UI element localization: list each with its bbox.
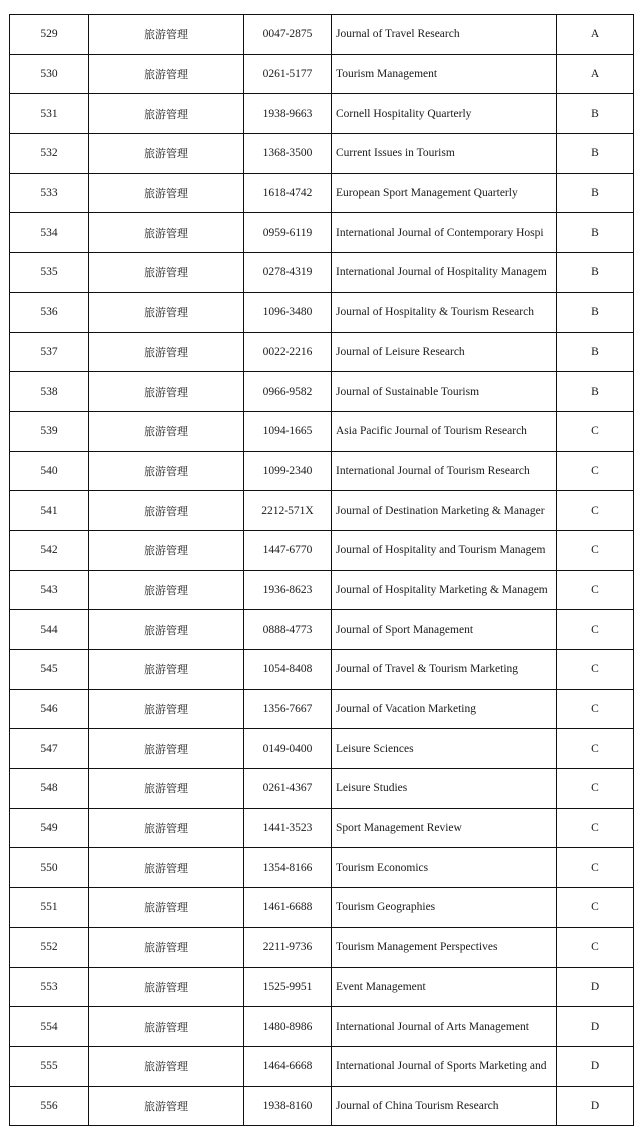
table-row <box>10 1086 634 1126</box>
table-row <box>10 134 634 174</box>
category-cell: 旅游管理 <box>89 610 244 650</box>
grade-cell: B <box>557 292 634 332</box>
category-cell: 旅游管理 <box>89 729 244 769</box>
row-number: 532 <box>10 134 89 174</box>
issn-cell: 0888-4773 <box>244 610 332 650</box>
issn-cell: 0959-6119 <box>244 213 332 253</box>
issn-cell: 1464-6668 <box>244 1046 332 1086</box>
row-number: 553 <box>10 967 89 1007</box>
issn-cell: 1099-2340 <box>244 451 332 491</box>
journal-title-cell: Tourism Geographies <box>332 888 557 928</box>
issn-cell: 1094-1665 <box>244 411 332 451</box>
journal-title-cell: International Journal of Tourism Research <box>332 451 557 491</box>
row-number: 535 <box>10 253 89 293</box>
category-cell: 旅游管理 <box>89 530 244 570</box>
table-row <box>10 1007 634 1047</box>
issn-cell: 0047-2875 <box>244 15 332 55</box>
table-row <box>10 332 634 372</box>
grade-cell: A <box>557 15 634 55</box>
journal-title-cell: Journal of Travel & Tourism Marketing <box>332 650 557 690</box>
category-cell: 旅游管理 <box>89 134 244 174</box>
category-cell: 旅游管理 <box>89 769 244 809</box>
issn-cell: 1938-9663 <box>244 94 332 134</box>
row-number: 542 <box>10 530 89 570</box>
row-number: 534 <box>10 213 89 253</box>
issn-cell: 1461-6688 <box>244 888 332 928</box>
row-number: 555 <box>10 1046 89 1086</box>
journal-title-cell: Journal of China Tourism Research <box>332 1086 557 1126</box>
issn-cell: 1618-4742 <box>244 173 332 213</box>
row-number: 552 <box>10 927 89 967</box>
journal-title-cell: Journal of Travel Research <box>332 15 557 55</box>
category-cell: 旅游管理 <box>89 1007 244 1047</box>
row-number: 541 <box>10 491 89 531</box>
grade-cell: A <box>557 54 634 94</box>
grade-cell: C <box>557 769 634 809</box>
issn-cell: 0966-9582 <box>244 372 332 412</box>
grade-cell: C <box>557 650 634 690</box>
journal-title-cell: Tourism Management Perspectives <box>332 927 557 967</box>
grade-cell: B <box>557 213 634 253</box>
table-row <box>10 689 634 729</box>
row-number: 538 <box>10 372 89 412</box>
row-number: 547 <box>10 729 89 769</box>
table-body <box>10 15 634 1126</box>
journal-title-cell: International Journal of Contemporary Hospi <box>332 213 557 253</box>
issn-cell: 1356-7667 <box>244 689 332 729</box>
table-row <box>10 848 634 888</box>
journal-title-cell: Tourism Economics <box>332 848 557 888</box>
category-cell: 旅游管理 <box>89 411 244 451</box>
row-number: 543 <box>10 570 89 610</box>
category-cell: 旅游管理 <box>89 292 244 332</box>
table-row <box>10 411 634 451</box>
journal-title-cell: Journal of Destination Marketing & Manager <box>332 491 557 531</box>
row-number: 536 <box>10 292 89 332</box>
journal-title-cell: Event Management <box>332 967 557 1007</box>
journal-title-cell: Journal of Sport Management <box>332 610 557 650</box>
row-number: 533 <box>10 173 89 213</box>
grade-cell: C <box>557 530 634 570</box>
row-number: 549 <box>10 808 89 848</box>
row-number: 554 <box>10 1007 89 1047</box>
category-cell: 旅游管理 <box>89 689 244 729</box>
category-cell: 旅游管理 <box>89 54 244 94</box>
row-number: 551 <box>10 888 89 928</box>
issn-cell: 1441-3523 <box>244 808 332 848</box>
category-cell: 旅游管理 <box>89 848 244 888</box>
grade-cell: C <box>557 689 634 729</box>
journal-title-cell: Journal of Hospitality & Tourism Research <box>332 292 557 332</box>
table-row <box>10 729 634 769</box>
issn-cell: 1447-6770 <box>244 530 332 570</box>
journal-title-cell: International Journal of Arts Management <box>332 1007 557 1047</box>
issn-cell: 1525-9951 <box>244 967 332 1007</box>
grade-cell: B <box>557 94 634 134</box>
table-row <box>10 54 634 94</box>
issn-cell: 1054-8408 <box>244 650 332 690</box>
journal-title-cell: Leisure Studies <box>332 769 557 809</box>
issn-cell: 1480-8986 <box>244 1007 332 1047</box>
row-number: 540 <box>10 451 89 491</box>
issn-cell: 2211-9736 <box>244 927 332 967</box>
issn-cell: 1354-8166 <box>244 848 332 888</box>
grade-cell: B <box>557 332 634 372</box>
grade-cell: C <box>557 729 634 769</box>
table-row <box>10 491 634 531</box>
grade-cell: B <box>557 372 634 412</box>
grade-cell: D <box>557 967 634 1007</box>
category-cell: 旅游管理 <box>89 332 244 372</box>
journal-title-cell: Current Issues in Tourism <box>332 134 557 174</box>
grade-cell: C <box>557 808 634 848</box>
row-number: 529 <box>10 15 89 55</box>
journal-title-cell: Tourism Management <box>332 54 557 94</box>
issn-cell: 0022-2216 <box>244 332 332 372</box>
row-number: 550 <box>10 848 89 888</box>
row-number: 548 <box>10 769 89 809</box>
category-cell: 旅游管理 <box>89 570 244 610</box>
category-cell: 旅游管理 <box>89 253 244 293</box>
row-number: 530 <box>10 54 89 94</box>
grade-cell: C <box>557 610 634 650</box>
table-row <box>10 213 634 253</box>
issn-cell: 0261-5177 <box>244 54 332 94</box>
issn-cell: 0261-4367 <box>244 769 332 809</box>
row-number: 537 <box>10 332 89 372</box>
table-row <box>10 530 634 570</box>
journal-ranking-table <box>9 14 634 1126</box>
table-row <box>10 292 634 332</box>
table-row <box>10 451 634 491</box>
table-row <box>10 808 634 848</box>
category-cell: 旅游管理 <box>89 372 244 412</box>
journal-title-cell: Journal of Leisure Research <box>332 332 557 372</box>
table-row <box>10 173 634 213</box>
category-cell: 旅游管理 <box>89 15 244 55</box>
table-row <box>10 927 634 967</box>
table-row <box>10 253 634 293</box>
category-cell: 旅游管理 <box>89 213 244 253</box>
table-row <box>10 610 634 650</box>
table-row <box>10 1046 634 1086</box>
table-row <box>10 650 634 690</box>
grade-cell: C <box>557 848 634 888</box>
issn-cell: 1368-3500 <box>244 134 332 174</box>
issn-cell: 1936-8623 <box>244 570 332 610</box>
row-number: 545 <box>10 650 89 690</box>
grade-cell: C <box>557 888 634 928</box>
row-number: 539 <box>10 411 89 451</box>
row-number: 531 <box>10 94 89 134</box>
table-row <box>10 15 634 55</box>
row-number: 544 <box>10 610 89 650</box>
journal-title-cell: International Journal of Hospitality Managem <box>332 253 557 293</box>
category-cell: 旅游管理 <box>89 1086 244 1126</box>
issn-cell: 2212-571X <box>244 491 332 531</box>
grade-cell: C <box>557 451 634 491</box>
journal-title-cell: Journal of Hospitality Marketing & Managem <box>332 570 557 610</box>
category-cell: 旅游管理 <box>89 491 244 531</box>
grade-cell: C <box>557 927 634 967</box>
journal-title-cell: Cornell Hospitality Quarterly <box>332 94 557 134</box>
journal-title-cell: Journal of Vacation Marketing <box>332 689 557 729</box>
table-row <box>10 769 634 809</box>
grade-cell: B <box>557 253 634 293</box>
issn-cell: 0278-4319 <box>244 253 332 293</box>
table-row <box>10 888 634 928</box>
grade-cell: D <box>557 1046 634 1086</box>
grade-cell: D <box>557 1086 634 1126</box>
grade-cell: D <box>557 1007 634 1047</box>
category-cell: 旅游管理 <box>89 967 244 1007</box>
row-number: 546 <box>10 689 89 729</box>
journal-title-cell: International Journal of Sports Marketing and <box>332 1046 557 1086</box>
issn-cell: 1096-3480 <box>244 292 332 332</box>
issn-cell: 1938-8160 <box>244 1086 332 1126</box>
row-number: 556 <box>10 1086 89 1126</box>
category-cell: 旅游管理 <box>89 451 244 491</box>
table-row <box>10 94 634 134</box>
category-cell: 旅游管理 <box>89 173 244 213</box>
journal-title-cell: Journal of Hospitality and Tourism Managem <box>332 530 557 570</box>
journal-title-cell: Leisure Sciences <box>332 729 557 769</box>
category-cell: 旅游管理 <box>89 650 244 690</box>
table-row <box>10 372 634 412</box>
table-row <box>10 967 634 1007</box>
table-row <box>10 570 634 610</box>
journal-title-cell: Asia Pacific Journal of Tourism Research <box>332 411 557 451</box>
category-cell: 旅游管理 <box>89 808 244 848</box>
grade-cell: C <box>557 570 634 610</box>
grade-cell: C <box>557 411 634 451</box>
category-cell: 旅游管理 <box>89 888 244 928</box>
grade-cell: C <box>557 491 634 531</box>
category-cell: 旅游管理 <box>89 1046 244 1086</box>
journal-title-cell: Journal of Sustainable Tourism <box>332 372 557 412</box>
grade-cell: B <box>557 173 634 213</box>
category-cell: 旅游管理 <box>89 94 244 134</box>
issn-cell: 0149-0400 <box>244 729 332 769</box>
journal-title-cell: European Sport Management Quarterly <box>332 173 557 213</box>
grade-cell: B <box>557 134 634 174</box>
journal-title-cell: Sport Management Review <box>332 808 557 848</box>
category-cell: 旅游管理 <box>89 927 244 967</box>
